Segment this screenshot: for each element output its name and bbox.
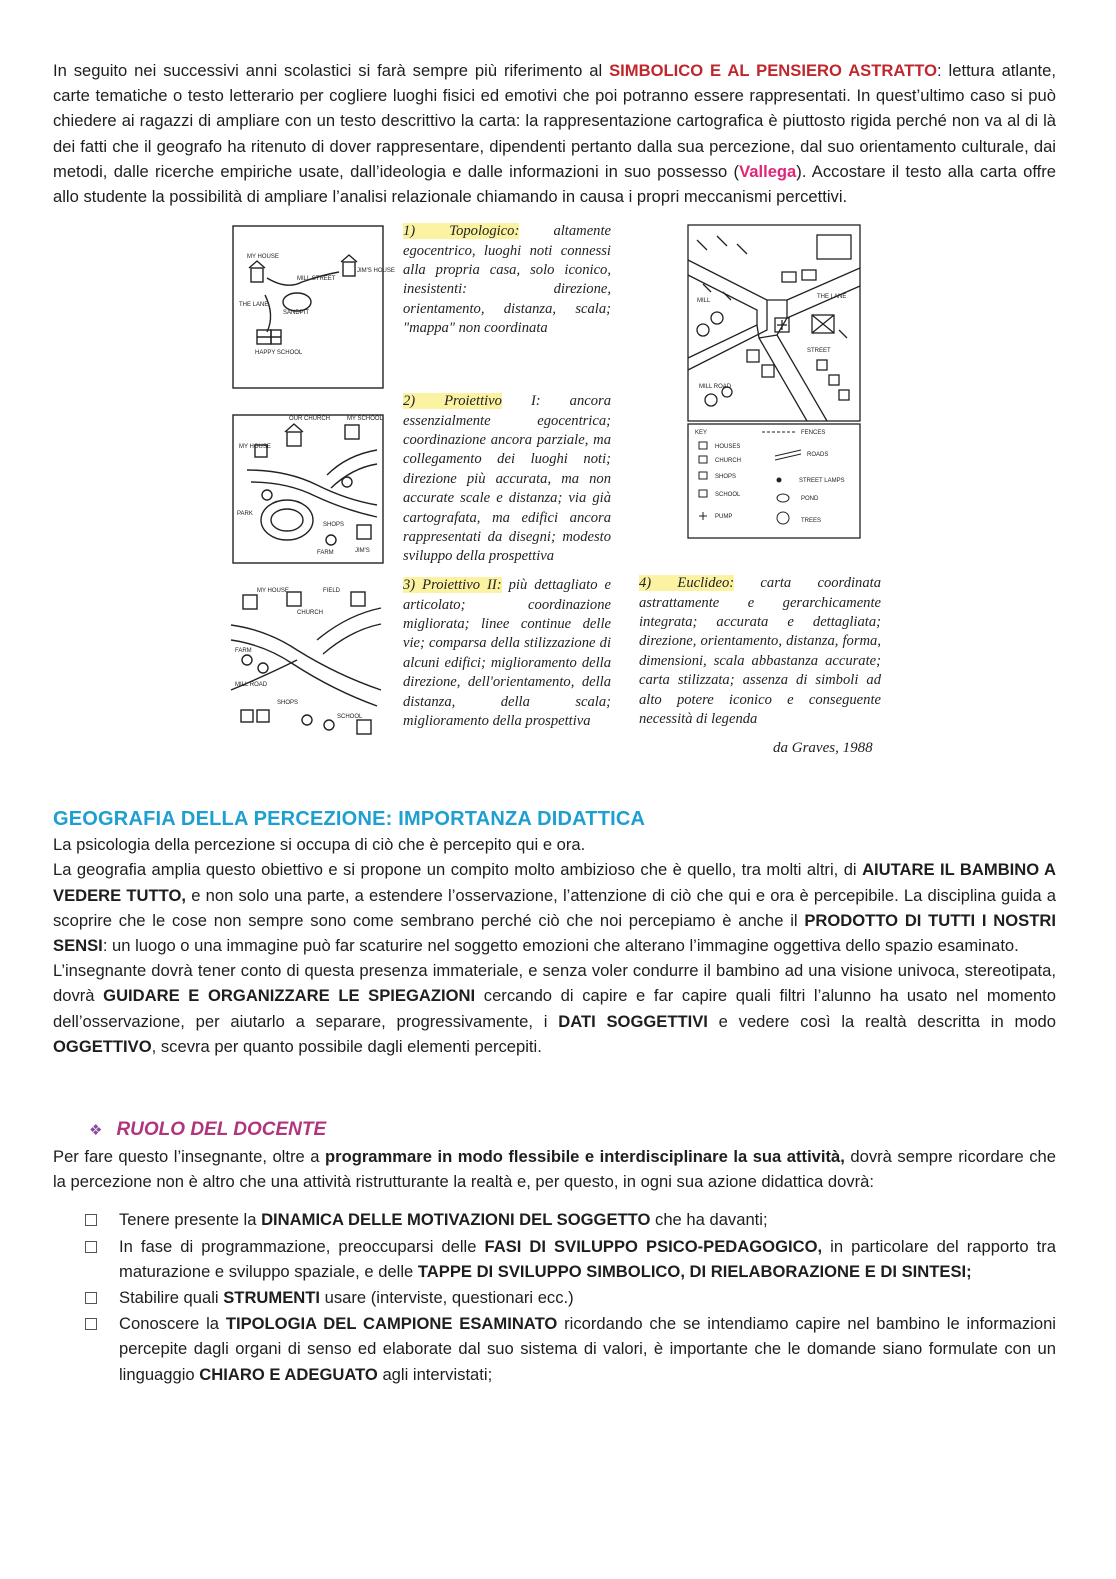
section2-bold: programmare in modo flessibile e interdisciplinare la sua attività,: [324, 1147, 845, 1167]
section1-p3-bold-3: OGGETTIVO: [53, 1036, 152, 1056]
item-text: in particolare del rapporto tra maturazione e sviluppo spaziale, e delle: [119, 1236, 1056, 1281]
section1-p3-text-d: e vedere così la realtà descritta in modo: [707, 1011, 1056, 1031]
legend-pond: POND: [801, 496, 819, 503]
map1-label-sandpit: SANDPIT: [283, 310, 310, 317]
map2-label-our-church: OUR CHURCH: [289, 416, 330, 423]
list-item: [53, 1207, 1056, 1232]
legend-key: KEY: [695, 430, 708, 437]
section1-paragraph-3: [53, 958, 1056, 1059]
map-projective-2-labels: [235, 588, 363, 720]
map-euclidean: [688, 225, 860, 538]
intro-text-2: : lettura atlante, carte tematiche o testo letterario per cogliere luoghi fisici ed emotivi che poi potranno essere rappresentati. In quest’ultimo caso si può chiedere ai ragazzi di ampliare con un testo descrittivo la carta: la rappresentazione cartografica è piuttosto rigida perché non va al di là dei fatti che il geografo ha ritenuto di dover rappresentare, dipendenti pertanto dalla sua percezione, dal suo orientamento culturale, dai metodi, dalle ricerche empiriche usate, dall’ideologia e dalle informazioni in suo possesso (: [53, 61, 1057, 181]
stage-1-title: 1) Topologico:: [403, 223, 520, 240]
list-item: [53, 1234, 1056, 1284]
item-bold: FASI DI SVILUPPO PSICO-PEDAGOGICO,: [484, 1236, 823, 1256]
item-text: Stabilire quali: [119, 1288, 224, 1308]
section1-p3-text-c: cercando di capire e far capire quali filtri l’alunno ha usato nel momento dell’osservazione, per aiutarlo a separare, progressivamente, i: [53, 986, 1057, 1031]
checkbox-bullet-icon: [85, 1318, 97, 1330]
section2-paragraph: [53, 1144, 1056, 1194]
intro-text-3: ). Accostare il testo alla carta offre allo studente la possibilità di ampliare l’analisi relazionale chiamando in causa i propri meccanismi percettivi.: [53, 161, 1056, 207]
item-bold: DINAMICA DELLE MOTIVAZIONI DEL SOGGETTO: [261, 1210, 651, 1230]
map-projective-1-labels: [237, 416, 384, 556]
legend-fences: FENCES: [801, 430, 826, 437]
map3-label-farm: FARM: [235, 648, 252, 655]
checkbox-bullet-icon: [85, 1241, 97, 1253]
section1-p2-text-c: e non solo una parte, a estendere l’osservazione, l’attenzione di ciò che qui e ora è percepibile. La disciplina guida a scoprire che le cose non sempre sono come sembrano perché ciò che noi percepiamo è anche il: [53, 885, 1056, 930]
checkbox-bullet-icon: [85, 1214, 97, 1226]
item-text: Conoscere la: [119, 1314, 226, 1334]
intro-paragraph: [53, 58, 1056, 209]
figure-credit: da Graves, 1988: [773, 740, 873, 757]
legend-trees: TREES: [801, 518, 822, 525]
section2-text-c: dovrà sempre ricordare che la percezione non è altro che una attività ristrutturante la realtà e, per questo, in ogni sua azione didattica dovrà:: [53, 1147, 1056, 1192]
section2-text-a: Per fare questo l’insegnante, oltre a: [53, 1147, 325, 1167]
section1-p2-text-a: La geografia amplia questo obiettivo e si propone un compito molto ambizioso che è quello, tra molti altri, di: [53, 860, 863, 880]
item-bold: STRUMENTI: [223, 1288, 321, 1308]
stage-1-desc: altamente egocentrico, luoghi noti connessi alla propria casa, solo iconico, inesistenti: direzione, orientamento, distanza, scala; "mappa" non coordinata: [403, 223, 612, 337]
item-bold: TIPOLOGIA DEL CAMPIONE ESAMINATO: [225, 1314, 558, 1334]
section1-paragraph-2: [53, 857, 1056, 958]
section1-p3-bold-2: DATI SOGGETTIVI: [558, 1011, 708, 1031]
section1-p3-text-e: , scevra per quanto possibile dagli elementi percepiti.: [151, 1036, 542, 1056]
section1-p2-bold-1: AIUTARE IL BAMBINO A VEDERE TUTTO,: [53, 860, 1056, 905]
document-page: [53, 58, 1056, 1388]
section1-p3-bold-1: GUIDARE E ORGANIZZARE LE SPIEGAZIONI: [103, 986, 476, 1006]
legend-church: CHURCH: [715, 458, 741, 465]
item-bold: CHIARO E ADEGUATO: [199, 1364, 378, 1384]
list-item: [53, 1285, 1056, 1310]
section-heading-perception: GEOGRAFIA DELLA PERCEZIONE: IMPORTANZA DIDATTICA: [53, 808, 646, 831]
map1-label-happy-school: HAPPY SCHOOL: [255, 350, 303, 357]
map3-label-mill-road: MILL ROAD: [235, 682, 268, 689]
stage-2-desc: I: ancora essenzialmente egocentrica; coordinazione ancora parziale, ma collegamento dei luoghi noti; direzione più accurata, ma non accurate scale e distanza; via già cartografata, ma edifici ancora rappresentati da disegni; modesto sviluppo della prospettiva: [403, 393, 611, 565]
stage-2-text: [403, 392, 611, 567]
item-text: Tenere presente la: [119, 1210, 262, 1230]
map2-label-park: PARK: [237, 511, 253, 518]
stage-4-desc: carta coordinata astrattamente e gerarchicamente integrata; accurata e dettagliata; direzione, orientamento, distanza, forma, dimensioni, scala abbastanza accurate; carta stilizzata; assenza di simboli ad alto potere iconico e conseguente necessità di legenda: [639, 575, 881, 728]
map1-label-my-house: MY HOUSE: [247, 254, 279, 261]
section1-paragraph-1: La psicologia della percezione si occupa di ciò che è percepito qui e ora.: [53, 835, 586, 855]
item-text: agli intervistati;: [377, 1364, 493, 1384]
map1-label-the-lane: THE LANE: [239, 302, 269, 309]
stage-1-text: [403, 222, 611, 338]
map2-label-shops: SHOPS: [323, 522, 345, 529]
graves-map-figure: [227, 220, 907, 768]
stage-2-title: 2) Proiettivo: [403, 393, 502, 410]
map-euclidean-labels: [697, 294, 846, 390]
map3-label-school: SCHOOL: [337, 714, 363, 721]
legend-shops: SHOPS: [715, 474, 737, 481]
map4-label-mill: MILL: [697, 298, 711, 305]
map3-label-shops: SHOPS: [277, 700, 299, 707]
section-heading-teacher-role: [89, 1117, 1056, 1144]
legend-houses: HOUSES: [715, 444, 741, 451]
stage-3-text: [403, 576, 611, 731]
map1-label-mill-street: MILL STREET: [297, 276, 336, 283]
section1-p3-text-a: L’insegnante dovrà tener conto di questa presenza immateriale, e senza voler condurre il bambino ad una visione univoca, stereotipata, dovrà: [53, 961, 1056, 1006]
section1-p2-bold-2: PRODOTTO DI TUTTI I NOSTRI SENSI: [53, 910, 1056, 956]
map3-label-church: CHURCH: [297, 610, 323, 617]
legend-school: SCHOOL: [715, 492, 741, 499]
item-bold: TAPPE DI SVILUPPO SIMBOLICO, DI RIELABORAZIONE E DI SINTESI;: [417, 1261, 972, 1281]
map4-label-lane: THE LANE: [817, 294, 847, 301]
list-item: [53, 1311, 1056, 1387]
stage-3-title: 3) Proiettivo II:: [403, 577, 502, 594]
map2-label-jims: JIM'S: [355, 548, 370, 555]
item-text: In fase di programmazione, preoccuparsi delle: [119, 1236, 485, 1256]
intro-text-1: In seguito nei successivi anni scolastici si farà sempre più riferimento al: [53, 61, 610, 80]
map2-label-my-school: MY SCHOOL: [347, 416, 383, 423]
map2-label-farm: FARM: [317, 550, 334, 557]
legend-pump: PUMP: [715, 514, 733, 521]
map4-label-mill-road: MILL ROAD: [699, 384, 732, 391]
stage-4-text: [639, 574, 881, 729]
map3-label-my-house: MY HOUSE: [257, 588, 289, 595]
checkbox-bullet-icon: [85, 1292, 97, 1304]
diamond-bullet-icon: ❖: [89, 1122, 103, 1140]
map1-label-jims-house: JIM'S HOUSE: [357, 268, 395, 275]
stage-4-title: 4) Euclideo:: [639, 575, 735, 592]
section1-p2-text-d: : un luogo o una immagine può far scaturire nel soggetto emozioni che alterano l’immagine oggettiva dello spazio esaminato.: [102, 936, 1019, 956]
map-legend: [695, 430, 845, 524]
map-projective-1: [233, 415, 383, 563]
legend-street-lamps: STREET LAMPS: [799, 478, 845, 485]
intro-highlight-vallega: Vallega: [739, 161, 797, 181]
item-text: ricordando che se intendiamo capire nel bambino le informazioni percepite dagli organi di senso ed elaborate dal suo sistema di valori, è importante che le domande siano formulate con un linguaggio: [119, 1314, 1056, 1384]
stage-3-desc: più dettagliato e articolato; coordinazione migliorata; linee continue delle vie; comparsa della stilizzazione di alcuni edifici; miglioramento della direzione, dell'orientamento, della distanza, della scala; miglioramento della prospettiva: [403, 577, 611, 730]
teacher-duties-list: [53, 1207, 1056, 1386]
item-text: usare (interviste, questionari ecc.): [320, 1288, 574, 1308]
map3-label-field: FIELD: [323, 588, 341, 595]
intro-highlight-symbolic: SIMBOLICO E AL PENSIERO ASTRATTO: [609, 61, 938, 80]
item-text: che ha davanti;: [650, 1210, 768, 1230]
map4-label-street: STREET: [807, 348, 831, 355]
map2-label-my-house: MY HOUSE: [239, 444, 271, 451]
legend-roads: ROADS: [807, 452, 829, 459]
teacher-role-title: RUOLO DEL DOCENTE: [116, 1119, 327, 1141]
